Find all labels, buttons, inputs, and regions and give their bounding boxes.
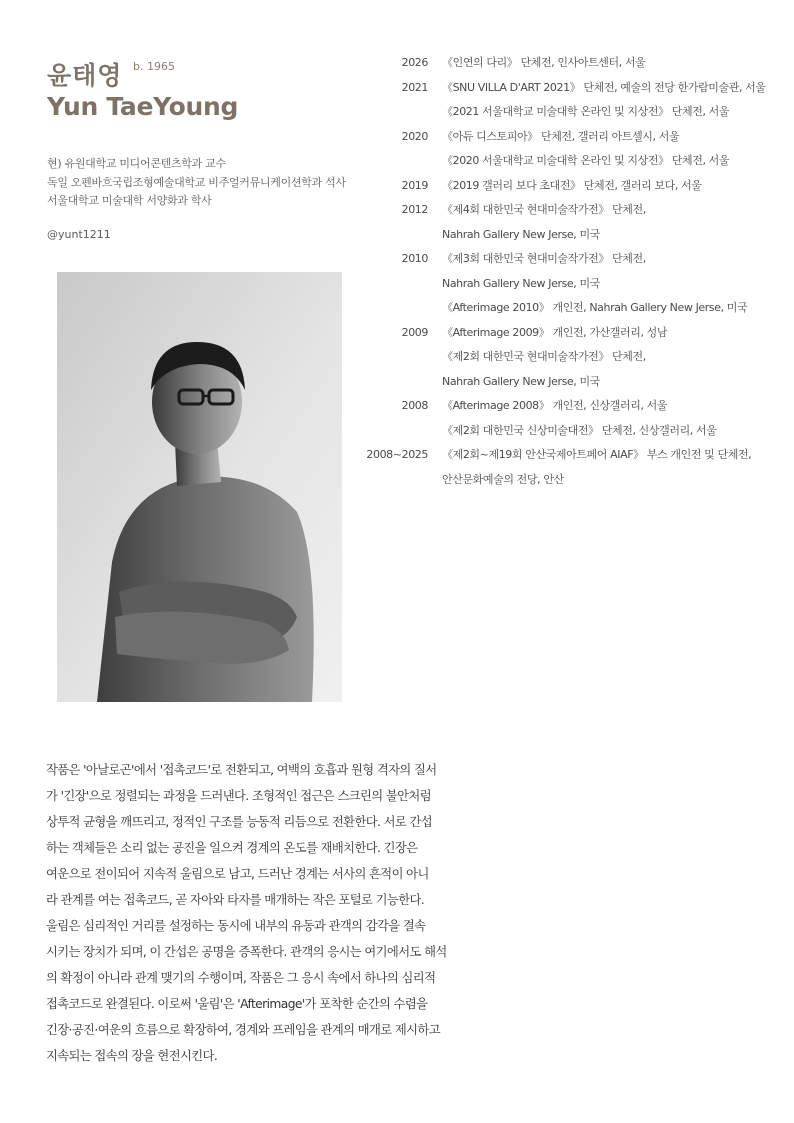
exhibition-entry: 《2019 갤러리 보다 초대전》 단체전, 갤러리 보다, 서울 [442,178,702,192]
statement-line: 작품은 '아날로곤'에서 '접촉코드'로 전환되고, 여백의 호흡과 원형 격자의 질서 [46,763,437,777]
exhibition-row [350,250,790,275]
bio-line: 현) 유원대학교 미디어콘텐츠학과 교수 [47,157,226,170]
exhibition-year: 2020 [401,129,428,143]
artist-portrait [57,272,342,702]
statement-line: 하는 객체들은 소리 없는 공진을 일으켜 경계의 온도를 재배치한다. 긴장은 [46,841,418,855]
exhibition-entry: 《2020 서울대학교 미술대학 온라인 및 지상전》 단체전, 서울 [442,154,730,167]
exhibition-entry: 《제2회 대한민국 신상미술대전》 단체전, 신상갤러리, 서울 [442,423,717,437]
exhibition-row [350,397,790,422]
exhibition-row [350,103,790,128]
exhibition-row [350,471,790,496]
bio-line: 서울대학교 미술대학 서양화과 학사 [47,194,212,207]
exhibition-row [350,299,790,324]
exhibition-row [350,79,790,104]
exhibition-entry: 《Afterimage 2008》 개인전, 신상갤러리, 서울 [442,399,668,412]
exhibition-entry: 《2021 서울대학교 미술대학 온라인 및 지상전》 단체전, 서울 [442,105,730,118]
artist-statement [46,757,476,1069]
statement-line: 라 관계를 여는 접촉코드, 곧 자아와 타자를 매개하는 작은 포털로 기능한다. [46,893,425,907]
exhibition-row [350,128,790,153]
exhibition-row [350,226,790,251]
exhibition-year: 2012 [401,203,428,216]
artist-name-korean: 윤태영 [47,61,123,90]
artist-bio [47,155,346,211]
artist-birth-year: b. 1965 [133,60,175,73]
exhibition-row [350,201,790,226]
statement-line: 긴장·공진·여운의 흐름으로 확장하여, 경계와 프레임을 관계의 매개로 제시하고 [46,1023,441,1037]
exhibition-entry: 안산문화예술의 전당, 안산 [442,472,564,486]
exhibition-row [350,348,790,373]
artist-handle: @yunt1211 [47,228,111,241]
statement-line: 접촉코드로 완결된다. 이로써 '울림'은 'Afterimage'가 포착한 순간의 수렴을 [46,997,428,1011]
exhibition-entry: 《아듀 디스토피아》 단체전, 갤러리 아트셀시, 서울 [442,129,680,143]
exhibition-year: 2008~2025 [366,448,428,461]
exhibition-year: 2019 [401,178,428,192]
statement-line: 상투적 균형을 깨뜨리고, 정적인 구조를 능동적 리듬으로 전환한다. 서로 간섭 [46,815,433,829]
statement-line: 지속되는 접속의 장을 현전시킨다. [46,1049,218,1063]
statement-line: 울림은 심리적인 거리를 설정하는 동시에 내부의 유동과 관객의 감각을 결속 [46,919,426,933]
exhibition-row [350,177,790,202]
exhibition-history [350,54,790,495]
artist-name-english: Yun TaeYoung [47,92,239,121]
exhibition-entry: 《Afterimage 2010》 개인전, Nahrah Gallery New Jerse, 미국 [442,301,748,314]
exhibition-row [350,422,790,447]
exhibition-entry: 《SNU VILLA D'ART 2021》 단체전, 예술의 전당 한가람미술관, 서울 [442,80,766,94]
exhibition-row [350,152,790,177]
exhibition-entry: 《인연의 다리》 단체전, 인사아트센터, 서울 [442,56,646,69]
exhibition-year: 2021 [401,80,428,94]
exhibition-entry: Nahrah Gallery New Jerse, 미국 [442,276,600,290]
exhibition-entry: Nahrah Gallery New Jerse, 미국 [442,374,600,388]
exhibition-year: 2008 [401,399,428,412]
exhibition-row [350,54,790,79]
exhibition-entry: 《제2회 대한민국 현대미술작가전》 단체전, [442,350,646,363]
statement-line: 여운으로 전이되어 지속적 울림으로 남고, 드러난 경계는 서사의 흔적이 아니 [46,867,429,881]
exhibition-year: 2009 [401,325,428,339]
statement-line: 가 '긴장'으로 정렬되는 과정을 드러낸다. 조형적인 접근은 스크린의 불안처럼 [46,789,431,803]
exhibition-entry: 《제2회~제19회 안산국제아트페어 AIAF》 부스 개인전 및 단체전, [442,448,752,461]
exhibition-row [350,275,790,300]
exhibition-row [350,373,790,398]
statement-line: 의 확정이 아니라 관계 맺기의 수행이며, 작품은 그 응시 속에서 하나의 심리적 [46,971,436,985]
exhibition-entry: 《제3회 대한민국 현대미술작가전》 단체전, [442,252,646,265]
exhibition-entry: 《Afterimage 2009》 개인전, 가산갤러리, 성남 [442,325,668,339]
exhibition-entry: 《제4회 대한민국 현대미술작가전》 단체전, [442,203,646,216]
exhibition-entry: Nahrah Gallery New Jerse, 미국 [442,227,600,241]
bio-line: 독일 오펜바흐국립조형예술대학교 비주얼커뮤니케이션학과 석사 [47,175,346,189]
exhibition-row [350,446,790,471]
exhibition-row [350,324,790,349]
statement-line: 시키는 장치가 되며, 이 간섭은 공명을 증폭한다. 관객의 응시는 여기에서도 해석 [46,945,447,959]
exhibition-year: 2026 [401,56,428,69]
exhibition-year: 2010 [401,252,428,265]
